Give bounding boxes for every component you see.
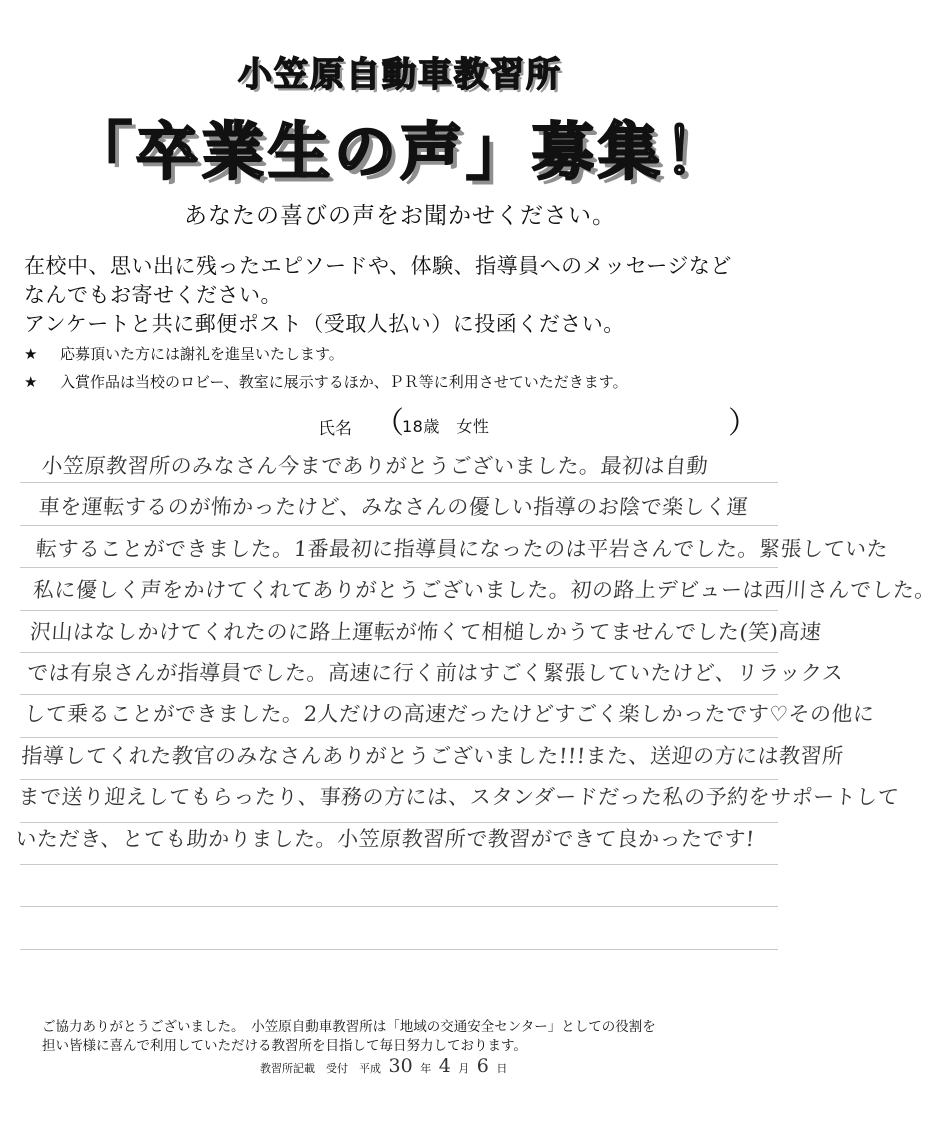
footer-line: ご協力ありがとうございました。 小笠原自動車教習所は「地域の交通安全センター」としての役割を: [42, 1019, 656, 1035]
handwritten-message: [9, 441, 937, 938]
name-value: 18歳 女性: [402, 417, 490, 436]
message-line: して乗ることができました。2人だけの高速だったけどすごく楽しかったです♡その他に: [23, 702, 876, 727]
message-line: 沢山はなしかけてくれたのに路上運転が怖くて相槌しかうてませんでした(笑)高速: [29, 619, 823, 644]
message-line: [9, 896, 764, 937]
footer-text: [42, 1018, 772, 1056]
name-field: [318, 406, 768, 444]
year-unit: 年: [420, 1062, 432, 1075]
note-text: 応募頂いた方には謝礼を進呈いたします。: [60, 345, 344, 363]
footer-line: 担い皆様に喜んで利用していただける教習所を目指して毎日努力しております。: [42, 1038, 527, 1054]
close-paren: ）: [728, 406, 758, 441]
received-date: [260, 1057, 580, 1078]
message-line: [12, 855, 767, 896]
message-line: では有泉さんが指導員でした。高速に行く前はすごく緊張していたけど、リラックス: [26, 660, 845, 685]
subtitle: あなたの喜びの声をお聞かせください。: [184, 203, 616, 229]
received-year: 30: [388, 1055, 413, 1077]
note-item: [24, 340, 784, 368]
message-line: 車を運転するのが怖かったけど、みなさんの優しい指導のお陰で楽しく運: [37, 495, 750, 520]
message-line: 指導してくれた教官のみなさんありがとうございました!!!また、送迎の方には教習所: [20, 743, 845, 768]
intro-line: アンケートと共に郵便ポスト（受取人払い）に投函ください。: [24, 312, 625, 336]
message-line: 私に優しく声をかけてくれてありがとうございました。初の路上デビューは西川さんでした。: [32, 578, 937, 603]
note-item: [24, 368, 784, 396]
message-line: 小笠原教習所のみなさん今までありがとうございました。最初は自動: [40, 454, 709, 478]
star-icon: ★: [24, 345, 38, 363]
message-line: まで送り迎えしてもらったり、事務の方には、スタンダードだった私の予約をサポートして: [17, 785, 900, 810]
message-line: 転することができました。1番最初に指導員になったのは平岩さんでした。緊張していた: [34, 536, 890, 561]
name-label: 氏名: [318, 419, 352, 439]
intro-line: なんでもお寄せください。: [24, 283, 282, 307]
received-day: 6: [476, 1055, 489, 1077]
star-icon: ★: [24, 373, 38, 391]
intro-text: [24, 252, 784, 339]
open-paren: （: [374, 406, 404, 441]
received-label: 教習所記載 受付 平成: [260, 1062, 381, 1075]
school-name: 小笠原自動車教習所: [238, 55, 562, 95]
intro-line: 在校中、思い出に残ったエピソードや、体験、指導員へのメッセージなど: [24, 254, 732, 278]
day-unit: 日: [496, 1062, 508, 1075]
headline: 「卒業生の声」募集！: [69, 115, 730, 188]
month-unit: 月: [458, 1062, 470, 1075]
message-line: いただき、とても助かりました。小笠原教習所で教習ができて良かったです!: [14, 826, 756, 851]
notes-list: [24, 340, 784, 396]
note-text: 入賞作品は当校のロビー、教室に展示するほか、ＰＲ等に利用させていただきます。: [60, 373, 628, 391]
received-month: 4: [438, 1055, 451, 1077]
